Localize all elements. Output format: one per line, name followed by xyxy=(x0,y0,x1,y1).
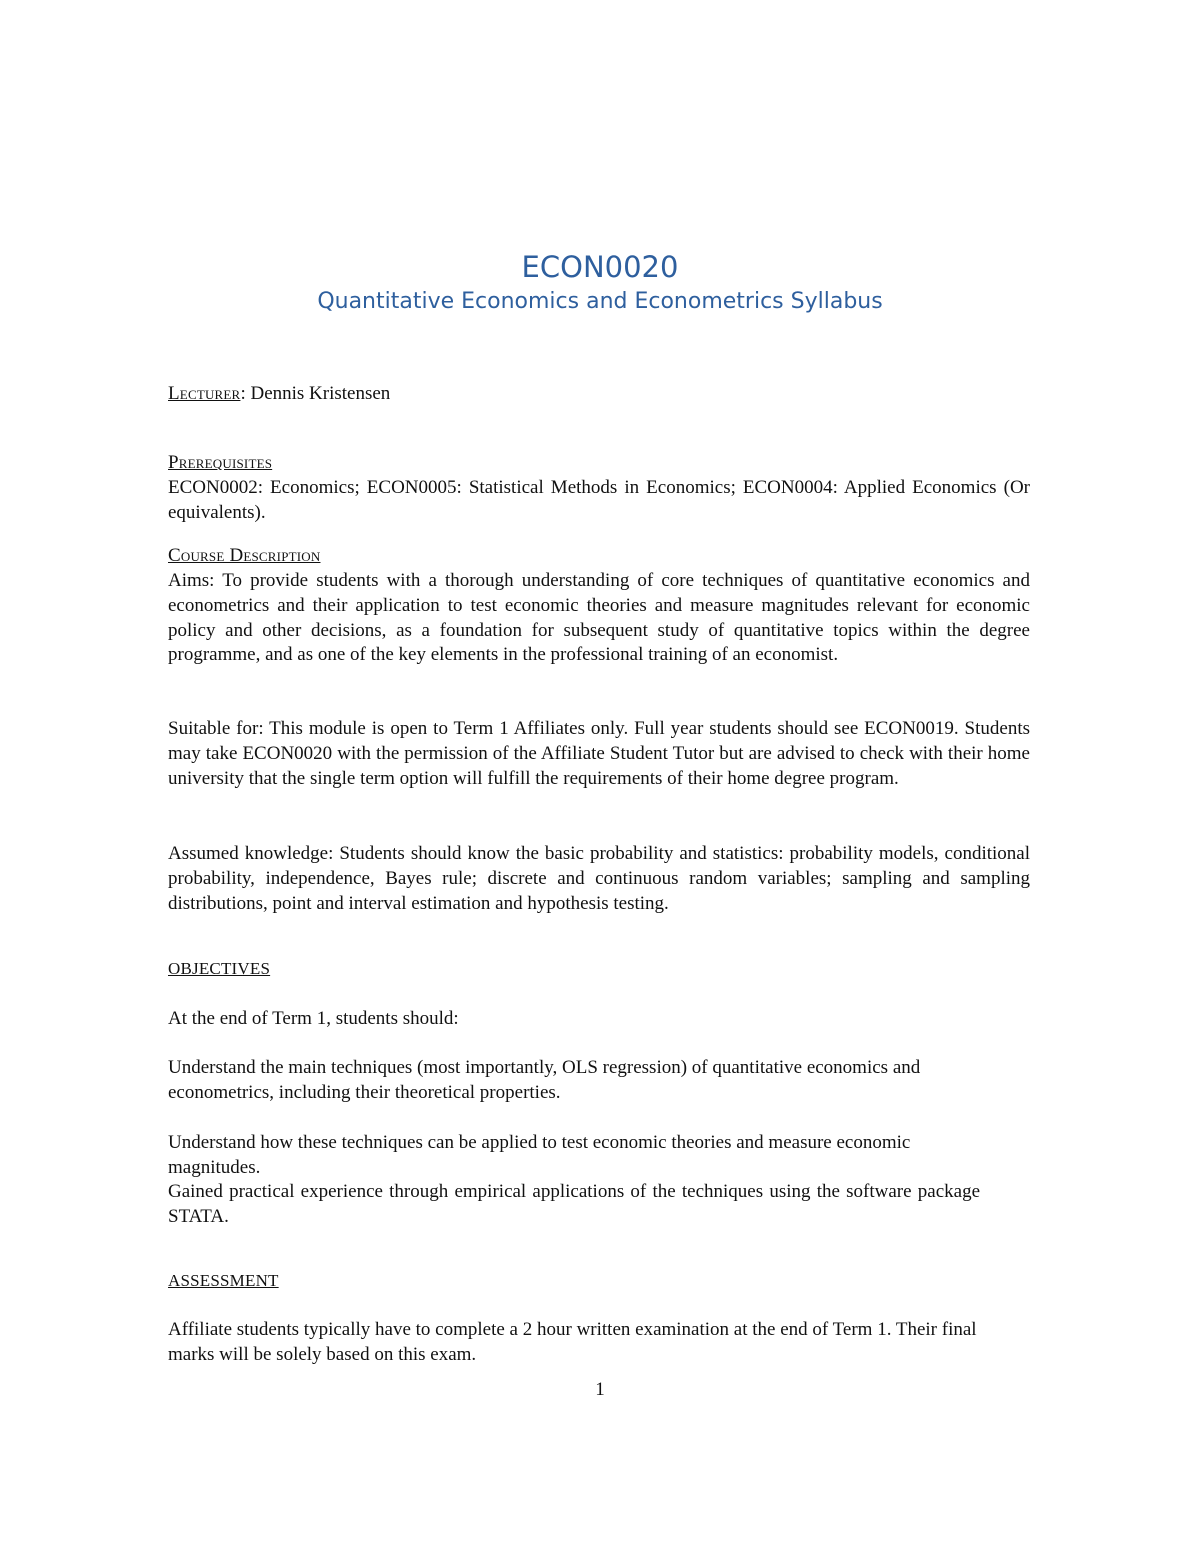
suitable-for-paragraph: Suitable for: This module is open to Term 1 Affiliates only. Full year students should see ECON0019. Students may take ECON0020 with the permission of the Affiliate Student Tutor but are advised to check with their home university that the single term option will fulfill the requirements of their home degree program. xyxy=(168,718,1030,789)
course-syllabus-title: Quantitative Economics and Econometrics Syllabus xyxy=(317,289,883,314)
lecturer-line xyxy=(168,382,1030,407)
objective-item-2: Understand how these techniques can be applied to test economic theories and measure economic magnitudes. xyxy=(168,1132,911,1178)
assessment-heading-line xyxy=(168,1269,1030,1294)
prerequisites-heading: Prerequisites xyxy=(168,452,273,473)
objectives-heading-line xyxy=(168,957,1030,982)
objectives-heading: OBJECTIVES xyxy=(168,959,271,978)
assumed-knowledge-paragraph: Assumed knowledge: Students should know the basic probability and statistics: probability models, conditional probability, independence, Bayes rule; discrete and continuous random variables; sampling and sampling distributions, point and interval estimation and hypothesis testing. xyxy=(168,843,1030,914)
lecturer-name: Dennis Kristensen xyxy=(250,383,391,404)
prerequisites-text: ECON0002: Economics; ECON0005: Statistical Methods in Economics; ECON0004: Applied Economics (Or equivalents). xyxy=(168,477,1030,523)
objective-item-1: Understand the main techniques (most importantly, OLS regression) of quantitative economics and econometrics, including their theoretical properties. xyxy=(168,1057,921,1103)
assessment-text: Affiliate students typically have to complete a 2 hour written examination at the end of Term 1. Their final marks will be solely based on this exam. xyxy=(168,1319,977,1365)
course-description-heading-line xyxy=(168,544,1030,569)
lecturer-heading: Lecturer xyxy=(168,383,241,404)
course-description-heading: Course Description xyxy=(168,545,321,566)
objectives-intro: At the end of Term 1, students should: xyxy=(168,1008,459,1029)
lecturer-colon: : xyxy=(240,383,246,404)
page-number: 1 xyxy=(595,1379,605,1400)
aims-paragraph: Aims: To provide students with a thorough understanding of core techniques of quantitative economics and econometrics and their application to test economic theories and measure magnitudes relevant for economic policy and other decisions, as a foundation for subsequent study of quantitative topics within the degree programme, and as one of the key elements in the professional training of an economist. xyxy=(168,570,1030,666)
assessment-heading: ASSESSMENT xyxy=(168,1271,279,1290)
prerequisites-heading-line xyxy=(168,451,1030,476)
course-code-title: ECON0020 xyxy=(521,250,679,284)
objective-item-3: Gained practical experience through empirical applications of the techniques using the software package STATA. xyxy=(168,1181,980,1227)
